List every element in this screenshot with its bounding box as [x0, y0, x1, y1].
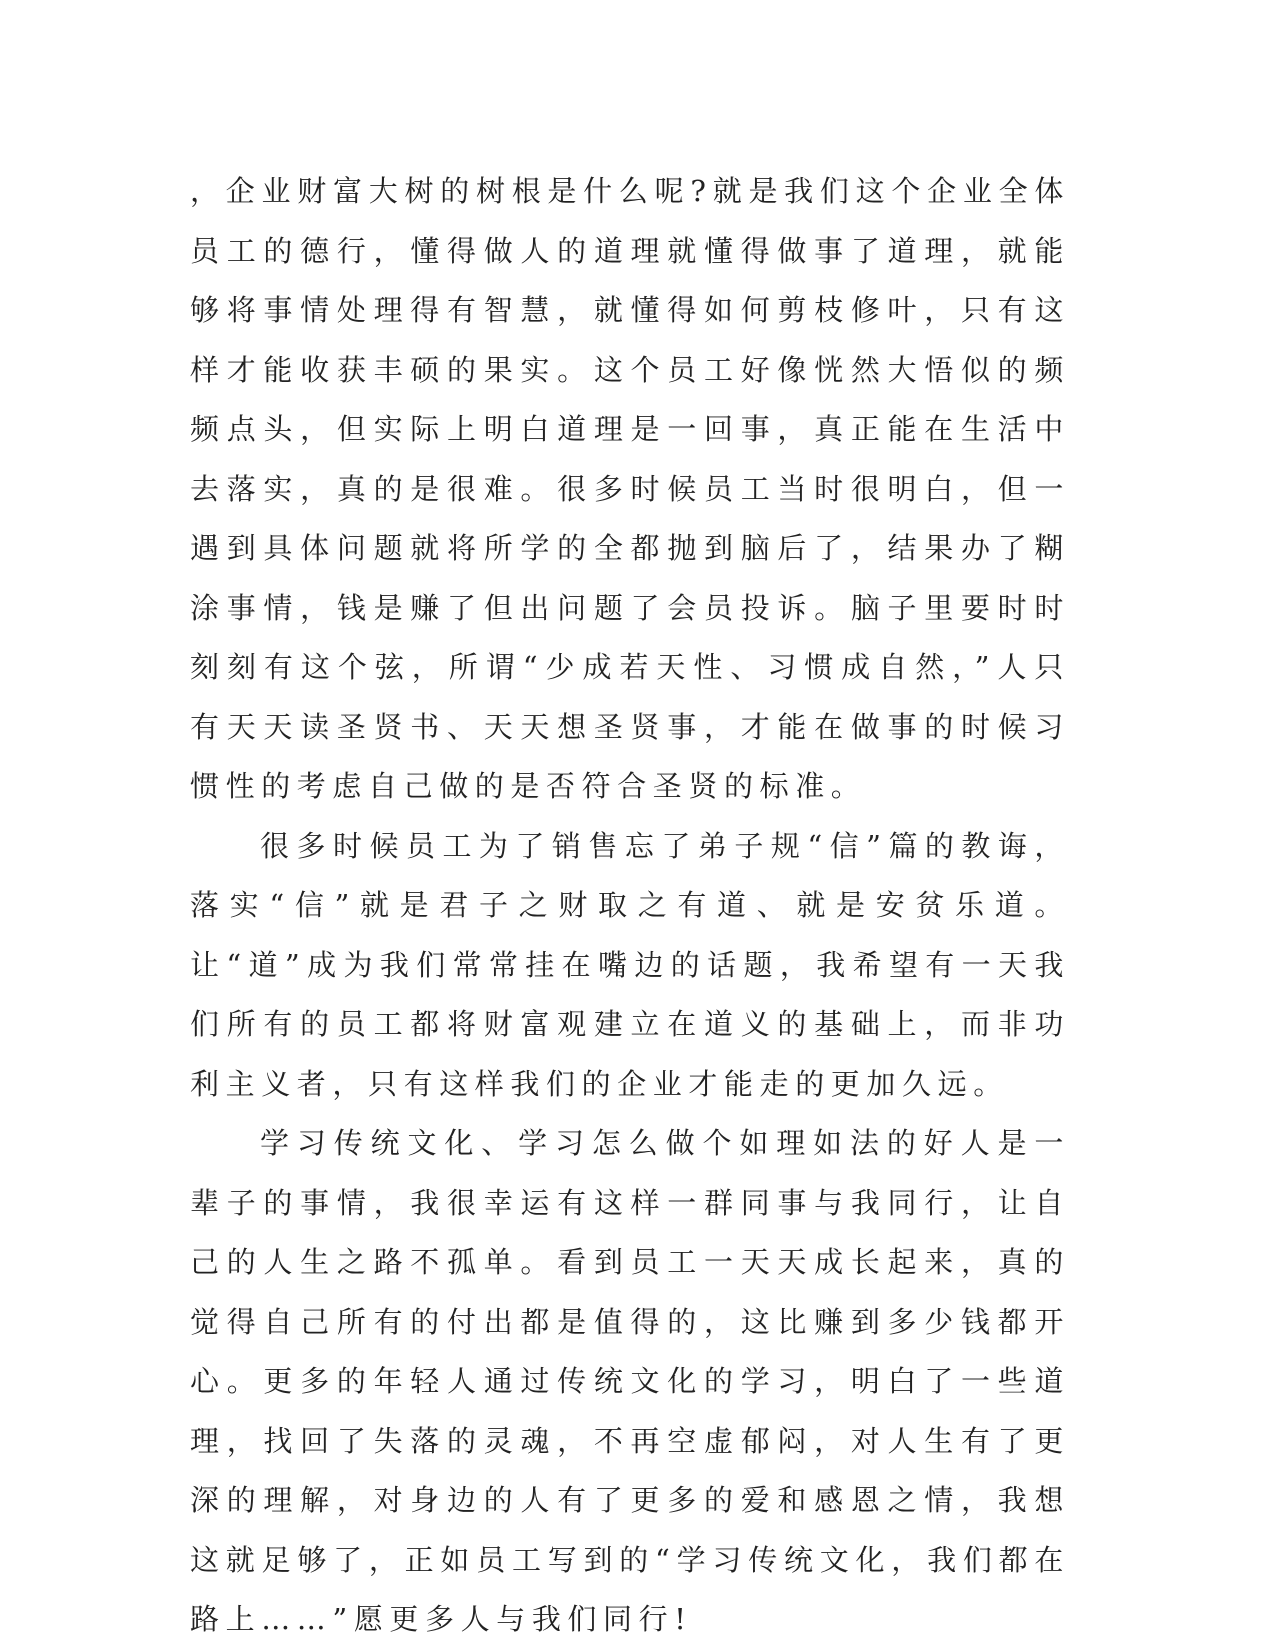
paragraph-3: 学习传统文化、学习怎么做个如理如法的好人是一辈子的事情，我很幸运有这样一群同事与我同行，让自己的人生之路不孤单。看到员工一天天成长起来，真的觉得自己所有的付出都是值得的，这比赚到多少钱都开心。更多的年轻人通过传统文化的学习，明白了一些道理，找回了失落的灵魂，不再空虚郁闷，对人生有了更深的理解，对身边的人有了更多的爱和感恩之情，我想这就足够了，正如员工写到的“学习传统文化，我们都在路上……”愿更多人与我们同行!: [190, 1126, 1070, 1636]
paragraph-1: ，企业财富大树的树根是什么呢?就是我们这个企业全体员工的德行，懂得做人的道理就懂得做事了道理，就能够将事情处理得有智慧，就懂得如何剪枝修叶，只有这样才能收获丰硕的果实。这个员工好像恍然大悟似的频频点头，但实际上明白道理是一回事，真正能在生活中去落实，真的是很难。很多时候员工当时很明白，但一遇到具体问题就将所学的全都抛到脑后了，结果办了糊涂事情，钱是赚了但出问题了会员投诉。脑子里要时时刻刻有这个弦，所谓“少成若天性、习惯成自然，”人只有天天读圣贤书、天天想圣贤事，才能在做事的时候习惯性的考虑自己做的是否符合圣贤的标准。: [190, 174, 1070, 803]
paragraph-2: 很多时候员工为了销售忘了弟子规“信”篇的教诲，落实“信”就是君子之财取之有道、就是安贫乐道。让“道”成为我们常常挂在嘴边的话题，我希望有一天我们所有的员工都将财富观建立在道义的基础上，而非功利主义者，只有这样我们的企业才能走的更加久远。: [190, 828, 1070, 1101]
document-body: [190, 162, 1070, 1650]
